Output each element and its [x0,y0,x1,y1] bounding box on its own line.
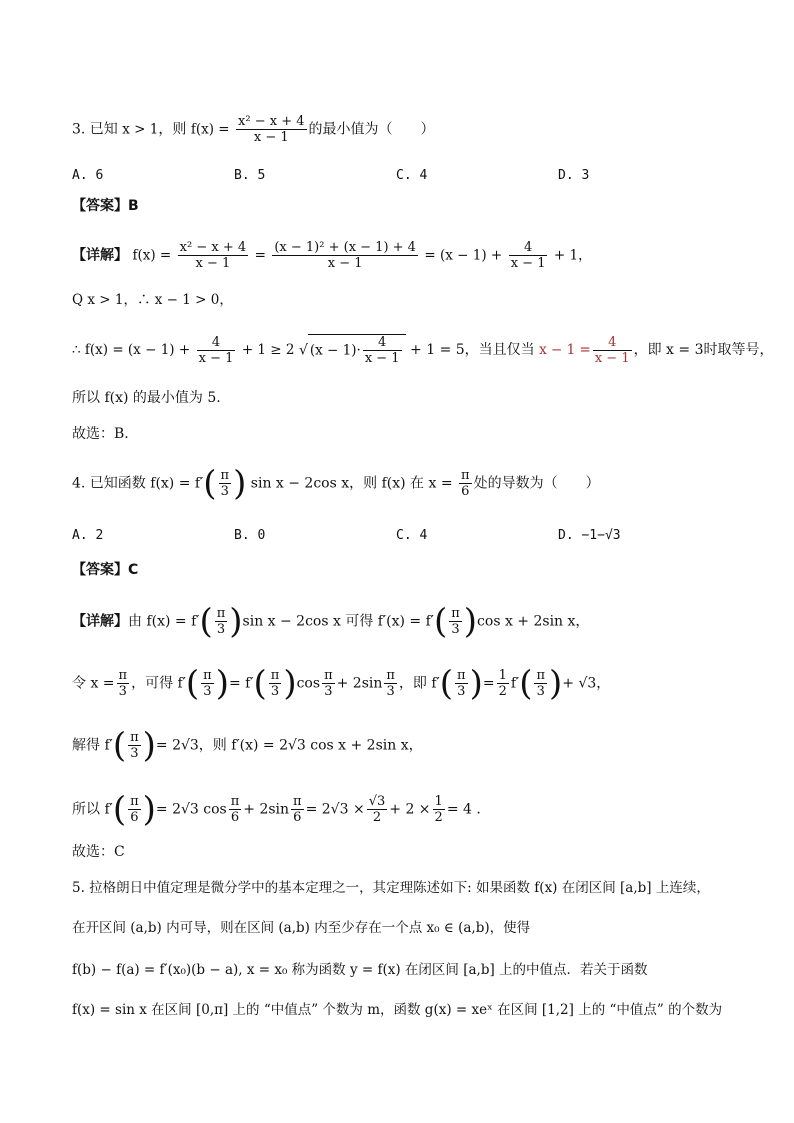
q4-end: 故选：C [72,844,125,860]
q4-detail-line4: 所以 f′( $\frac{\pi}{6}$ )= 2√3 cos $\frac{\pi}{6}$ + 2sin $\frac{\pi}{6}$ = 2√3 × $\frac{√3}{2}$ + 2 × $\frac{1}{2}$ = 4 . [72,789,481,830]
q4-option-a: A. 2 [72,528,104,543]
q3-answer: 【答案】B [72,198,139,214]
sqrt-symbol: √ (x − 1)· $\frac{4}{x - 1}$ [299,334,406,366]
q4-option-c: C. 4 [396,528,428,543]
q5-line3: f(b) − f(a) = f′(x₀)(b − a), x = x₀ 称为函数 y = f(x) 在闭区间 [a,b] 上的中值点．若关于函数 [72,962,648,978]
q4-option-d: D. −1−√3 [558,528,621,543]
q3-detail-line5: 故选：B. [72,426,129,442]
q3-detail-line4: 所以 f(x) 的最小值为 5. [72,390,221,406]
q4-detail-line2: 令 x = $\frac{\pi}{3}$ ，可得 f′( $\frac{\pi}{3}$ )= f′( $\frac{\pi}{3}$ )cos $\frac{\pi}{3}$ + 2sin $\frac{\pi}{3}$ ，即 f′( $\frac{\pi}{3}$ )= $\frac{1}{2}$ f′( $\frac{\pi}{3}$ )+ √3， [72,663,611,704]
q3-fraction: $\frac{\text{x² − x + 4}}{x - 1}$ [238,114,305,145]
q4-answer: 【答案】C [72,562,139,578]
q3-detail-line1: 【详解】 f(x) = $\frac{\text{x² − x + 4}}{x - 1}$ = $\frac{\text{(x − 1)² + (x − 1) + 4}}{x - 1}$ = (x − 1) + $\frac{4}{x - 1}$ + 1， [72,240,592,271]
q5-line4: f(x) = sin x 在区间 [0,π] 上的 “中值点” 个数为 m，函数 g(x) = xeˣ 在区间 [1,2] 上的 “中值点” 的个数为 [72,1002,723,1018]
q5-line2: 在开区间 (a,b) 内可导，则在区间 (a,b) 内至少存在一个点 x₀ ∈ (a,b)，使得 [72,920,531,936]
equality-condition: x − 1 = $\frac{4}{x - 1}$ [539,335,630,366]
q3-option-d: D. 3 [558,168,590,183]
q3-option-c: C. 4 [396,168,428,183]
q4-detail-line3: 解得 f′( $\frac{\pi}{3}$ )= 2√3，则 f′(x) = 2√3 cos x + 2sin x， [72,725,423,766]
q4-detail-line1: 【详解】由 f(x) = f′( $\frac{\pi}{3}$ )sin x − 2cos x 可得 f′(x) = f′( $\frac{\pi}{3}$ )cos x + 2sin x， [72,601,590,642]
q3-detail-line3: ∴ f(x) = (x − 1) + $\frac{4}{x - 1}$ + 1 ≥ 2 √ (x − 1)· $\frac{4}{x - 1}$ + 1 = 5，当且仅当 x − 1 = $\frac{4}{x - 1}$ ，即 x = 3时取等号， [72,334,774,366]
q5-line1: 5. 拉格朗日中值定理是微分学中的基本定理之一，其定理陈述如下: 如果函数 f(x) 在闭区间 [a,b] 上连续， [72,880,710,896]
q3-option-b: B. 5 [234,168,266,183]
q4-stem: 4. 已知函数 f(x) = f′( $\frac{\pi}{3}$ ) sin x − 2cos x，则 f(x) 在 x = $\frac{\pi}{6}$ 处的导数为（ ） [72,463,600,504]
q3-stem: 3. 已知 x > 1，则 f(x) = $\frac{\text{x² − x + 4}}{x - 1}$ 的最小值为（ ） [72,114,435,145]
q3-option-a: A. 6 [72,168,104,183]
q4-option-b: B. 0 [234,528,266,543]
q3-detail-line2: Q x > 1，∴ x − 1 > 0， [72,292,233,308]
